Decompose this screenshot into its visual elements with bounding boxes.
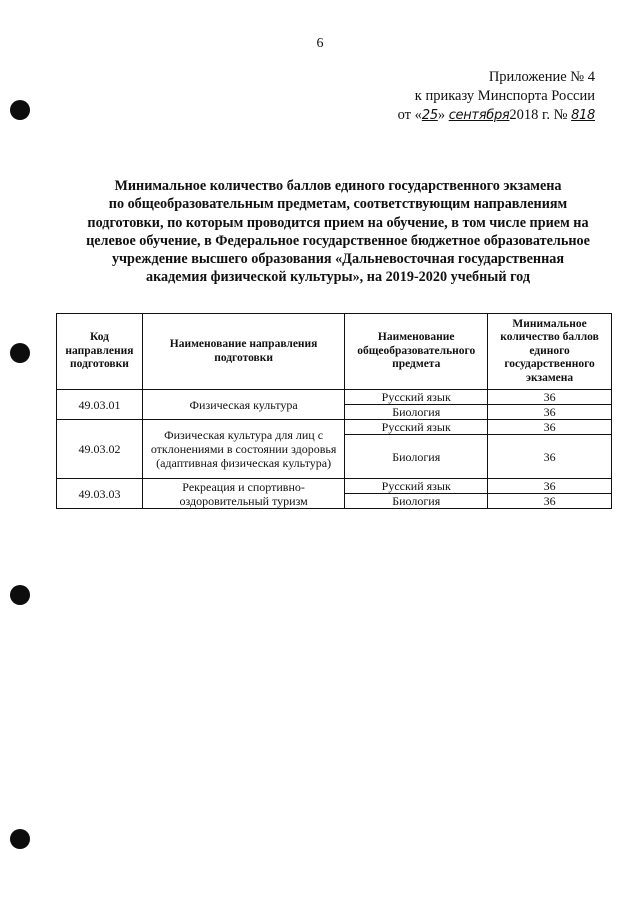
subject-score: 36 (488, 405, 612, 420)
subject-score: 36 (488, 420, 612, 435)
date-sep: » (437, 107, 446, 123)
subject-name: Русский язык (345, 420, 488, 435)
document-title (58, 177, 618, 287)
subject-name: Биология (345, 405, 488, 420)
subject-score: 36 (488, 435, 612, 479)
subject-score: 36 (488, 494, 612, 509)
punch-hole-1 (10, 100, 30, 120)
punch-hole-2 (10, 343, 30, 363)
subject-score: 36 (488, 479, 612, 494)
program-code: 49.03.03 (57, 479, 143, 509)
program-name: Рекреация и спортивно-оздоровительный туризм (142, 479, 344, 509)
appendix-title: Приложение № 4 (488, 69, 595, 85)
header-program: Наименование направления подготовки (142, 314, 344, 390)
table-row (57, 479, 612, 494)
subject-name: Русский язык (345, 390, 488, 405)
appendix-order-ref: к приказу Минспорта России (414, 88, 595, 104)
program-code: 49.03.02 (57, 420, 143, 479)
title-line: подготовки, по которым проводится прием на обучение, в том числе прием на (87, 214, 589, 231)
header-code: Код направления подготовки (57, 314, 143, 390)
appendix-block (335, 68, 595, 125)
program-code: 49.03.01 (57, 390, 143, 420)
handwritten-number: 818 (571, 108, 595, 123)
table-row (57, 420, 612, 435)
header-min-score: Минимальное количество баллов единого государственного экзамена (488, 314, 612, 390)
table-row (57, 390, 612, 405)
program-name: Физическая культура для лиц с отклонениями в состоянии здоровья (адаптивная физическая культура) (142, 420, 344, 479)
handwritten-month: сентября (448, 108, 510, 123)
subject-score: 36 (488, 390, 612, 405)
title-line: учреждение высшего образования «Дальневосточная государственная (111, 251, 565, 268)
subject-name: Биология (345, 435, 488, 479)
year-suffix: 2018 г. № (509, 107, 568, 123)
page-number: 6 (316, 36, 324, 51)
program-name: Физическая культура (142, 390, 344, 420)
date-prefix: от « (397, 107, 422, 123)
title-line: по общеобразовательным предметам, соответствующим направлениям (108, 196, 568, 213)
handwritten-day: 25 (421, 108, 438, 123)
title-line: Минимальное количество баллов единого государственного экзамена (114, 178, 562, 194)
subject-name: Биология (345, 494, 488, 509)
title-line: целевое обучение, в Федеральное государственное бюджетное образовательное (86, 232, 590, 249)
punch-hole-3 (10, 585, 30, 605)
punch-hole-4 (10, 829, 30, 849)
subject-name: Русский язык (345, 479, 488, 494)
appendix-date-line (335, 106, 595, 125)
scores-table (56, 313, 612, 509)
title-line: академия физической культуры», на 2019-2020 учебный год (145, 269, 531, 286)
header-subject: Наименование общеобразовательного предмета (345, 314, 488, 390)
